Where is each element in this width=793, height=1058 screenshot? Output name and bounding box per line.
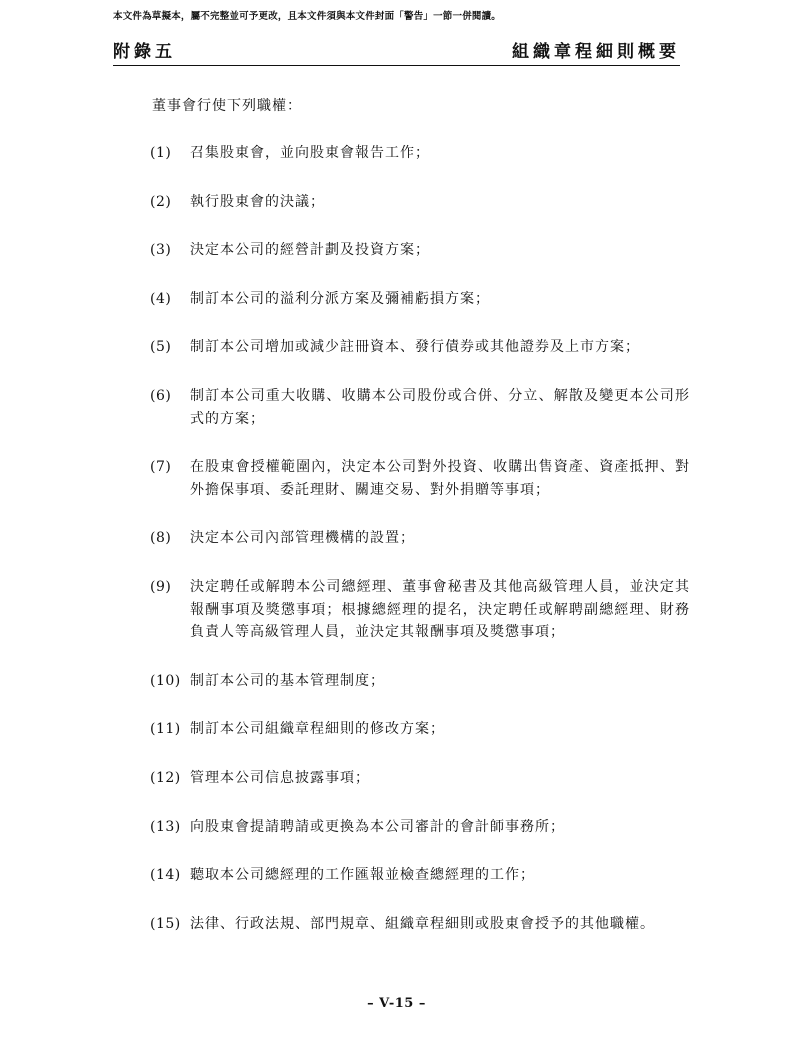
list-item (150, 913, 690, 936)
page-header (113, 40, 680, 66)
list-item (150, 864, 690, 887)
item-text: 決定聘任或解聘本公司總經理、董事會秘書及其他高級管理人員，並決定其報酬事項及獎懲事項；根據總經理的提名，決定聘任或解聘副總經理、財務負責人等高級管理人員，並決定其報酬事項及獎懲事項； (190, 578, 690, 641)
item-text: 決定本公司內部管理機構的設置； (190, 530, 415, 547)
page-number: – V-15 – (367, 996, 426, 1011)
item-number: (11) (150, 721, 181, 738)
item-number: (6) (150, 387, 172, 404)
item-number: (9) (150, 578, 172, 595)
list-item (150, 336, 690, 359)
item-number: (1) (150, 145, 172, 161)
item-text: 制訂本公司增加或減少註冊資本、發行債券或其他證券及上市方案； (190, 339, 640, 356)
item-text: 法律、行政法規、部門規章、組織章程細則或股東會授予的其他職權。 (190, 915, 655, 932)
item-number: (10) (150, 672, 181, 689)
item-text: 向股東會提請聘請或更換為本公司審計的會計師事務所； (190, 818, 565, 835)
list-item (150, 670, 690, 693)
item-number: (4) (150, 290, 172, 307)
item-text: 制訂本公司的溢利分派方案及彌補虧損方案； (190, 290, 490, 307)
list-item (150, 576, 690, 644)
item-text: 執行股東會的決議； (190, 193, 325, 210)
item-text: 決定本公司的經營計劃及投資方案； (190, 242, 430, 259)
list-item (150, 527, 690, 550)
item-number: (13) (150, 818, 181, 835)
item-text: 制訂本公司重大收購、收購本公司股份或合併、分立、解散及變更本公司形式的方案； (190, 387, 690, 427)
list-item (150, 816, 690, 839)
item-number: (3) (150, 242, 172, 259)
appendix-title: 附錄五 (113, 42, 176, 62)
powers-list (150, 142, 690, 961)
list-item (150, 191, 690, 214)
list-item (150, 767, 690, 790)
draft-disclaimer: 本文件為草擬本，屬不完整並可予更改，且本文件須與本文件封面「警告」一節一併閱讀。 (113, 11, 502, 22)
item-number: (14) (150, 867, 181, 884)
list-item (150, 288, 690, 311)
item-text: 制訂本公司組織章程細則的修改方案； (190, 721, 445, 738)
item-text: 在股東會授權範圍內，決定本公司對外投資、收購出售資產、資產抵押、對外擔保事項、委託理財、關連交易、對外捐贈等事項； (190, 459, 690, 498)
item-text: 聽取本公司總經理的工作匯報並檢查總經理的工作； (190, 867, 535, 884)
list-item (150, 456, 690, 501)
item-number: (7) (150, 459, 172, 476)
item-number: (5) (150, 339, 172, 356)
intro-paragraph: 董事會行使下列職權： (152, 98, 302, 114)
list-item (150, 239, 690, 262)
item-number: (15) (150, 915, 181, 932)
item-text: 制訂本公司的基本管理制度； (190, 672, 385, 689)
section-title: 組織章程細則概要 (512, 42, 680, 62)
item-number: (12) (150, 769, 181, 786)
item-number: (2) (150, 193, 172, 210)
item-number: (8) (150, 530, 172, 547)
item-text: 管理本公司信息披露事項； (190, 769, 370, 786)
header-divider (113, 65, 680, 66)
list-item (150, 142, 690, 165)
item-text: 召集股東會，並向股東會報告工作； (190, 145, 430, 161)
list-item (150, 385, 690, 430)
list-item (150, 718, 690, 741)
